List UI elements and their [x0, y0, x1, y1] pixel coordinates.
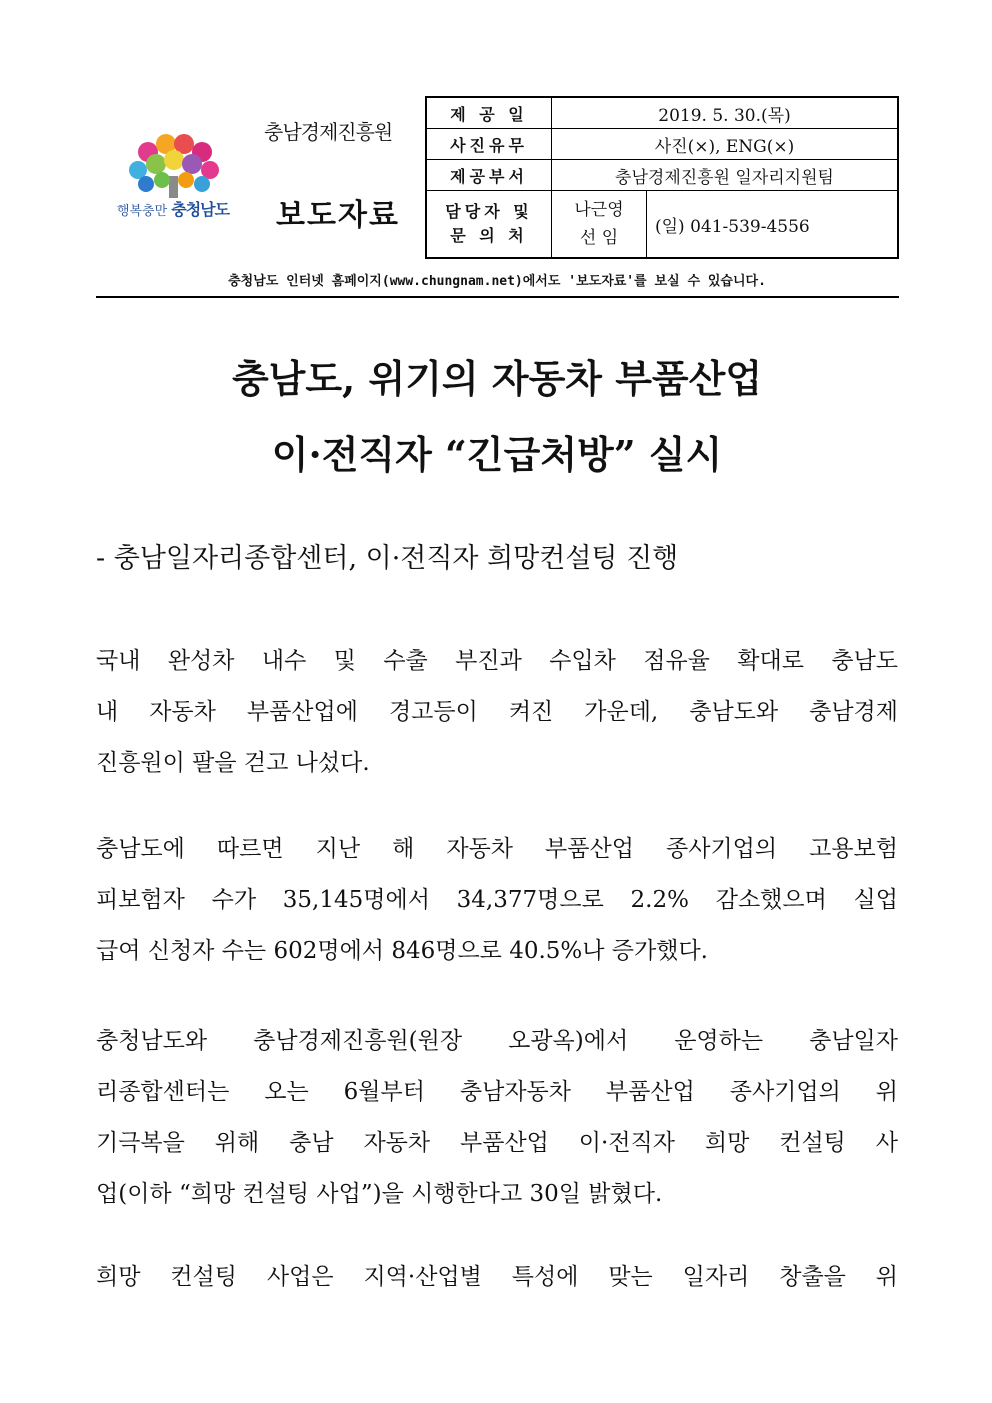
website-notice: 충청남도 인터넷 홈페이지(www.chungnam.net)에서도 '보도자료'를 보실 수 있습니다.: [228, 274, 766, 289]
paragraph-line: 진흥원이 팔을 걷고 나섰다.: [96, 750, 370, 776]
header-divider: [96, 296, 899, 298]
paragraph-line: 내 자동차 부품산업에 경고등이 켜진 가운데, 충남도와 충남경제: [96, 699, 898, 725]
body-paragraph: [96, 1016, 898, 1220]
table-row: [426, 191, 898, 259]
headline-line-1: 충남도, 위기의 자동차 부품산업: [231, 356, 763, 401]
photo-label: 사진유무: [426, 129, 552, 160]
photo-value: 사진(×), ENG(×): [552, 129, 899, 160]
contact-person: [552, 191, 647, 259]
paragraph-line: 충청남도와 충남경제진흥원(원장 오광옥)에서 운영하는 충남일자: [96, 1028, 898, 1054]
paragraph-line: 희망 컨설팅 사업은 지역·산업별 특성에 맞는 일자리 창출을 위: [96, 1264, 898, 1290]
department-value: 충남경제진흥원 일자리지원팀: [552, 160, 899, 191]
contact-label: [426, 191, 552, 259]
doc-type-heading: 보도자료: [276, 198, 400, 233]
body-paragraph: [96, 824, 898, 977]
body-paragraph: [96, 1252, 898, 1303]
table-row: [426, 129, 898, 160]
date-label: 제 공 일: [426, 97, 552, 129]
paragraph-line: 국내 완성차 내수 및 수출 부진과 수입차 점유율 확대로 충남도: [96, 648, 898, 674]
date-value: 2019. 5. 30.(목): [552, 97, 899, 129]
department-label: 제공부서: [426, 160, 552, 191]
paragraph-line: 기극복을 위해 충남 자동차 부품산업 이·전직자 희망 컨설팅 사: [96, 1130, 898, 1156]
logo-slogan: 행복충만: [116, 204, 168, 219]
contact-phone: (일) 041-539-4556: [647, 191, 899, 259]
subheadline: - 충남일자리종합센터, 이·전직자 희망컨설팅 진행: [96, 543, 679, 574]
contact-label-line2: 문 의 처: [450, 226, 528, 245]
paragraph-line: 업(이하 “희망 컨설팅 사업”)을 시행한다고 30일 밝혔다.: [96, 1181, 663, 1207]
headline-line-2: 이·전직자 “긴급처방” 실시: [271, 432, 723, 477]
table-row: [426, 160, 898, 191]
press-info-table: [425, 96, 899, 259]
logo-brand: 충청남도: [171, 200, 230, 219]
contact-label-line1: 담당자 및: [445, 202, 533, 221]
contact-position: 선 임: [579, 228, 619, 248]
contact-name: 나근영: [574, 200, 624, 220]
table-row: [426, 97, 898, 129]
org-name: 충남경제진흥원: [264, 120, 393, 144]
paragraph-line: 충남도에 따르면 지난 해 자동차 부품산업 종사기업의 고용보험: [96, 836, 898, 862]
paragraph-line: 급여 신청자 수는 602명에서 846명으로 40.5%나 증가했다.: [96, 938, 708, 964]
body-paragraph: [96, 636, 898, 789]
paragraph-line: 피보험자 수가 35,145명에서 34,377명으로 2.2% 감소했으며 실업: [96, 887, 898, 913]
paragraph-line: 리종합센터는 오는 6월부터 충남자동차 부품산업 종사기업의 위: [96, 1079, 898, 1105]
logo-tagline: [108, 197, 238, 220]
